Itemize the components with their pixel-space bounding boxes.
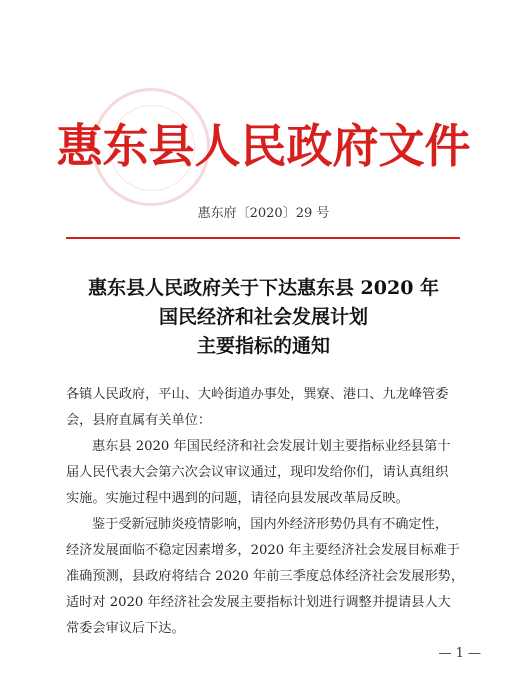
document-number: 惠东府〔2020〕29 号 — [197, 206, 330, 221]
header-red-rule — [66, 237, 460, 239]
body-line: 各镇人民政府，平山、大岭街道办事处，巽寮、港口、九龙峰管委 — [66, 387, 449, 402]
body-line: 常委会审议后下达。 — [66, 621, 185, 636]
body-line: 会，县府直属有关单位： — [66, 413, 212, 428]
body-line: 鉴于受新冠肺炎疫情影响，国内外经济形势仍具有不确定性， — [92, 517, 449, 532]
notice-title — [0, 274, 527, 361]
body-line: 适时对 2020 年经济社会发展主要指标计划进行调整并提请县人大 — [66, 595, 451, 610]
document-header-title: 惠东县人民政府文件 — [56, 119, 471, 173]
body-line: 实施。实施过程中遇到的问题，请径向县发展改革局反映。 — [66, 491, 409, 506]
page-number: — 1 — — [438, 646, 481, 661]
body-line: 准确预测，县政府将结合 2020 年前三季度总体经济社会发展形势， — [66, 569, 465, 584]
body-line: 届人民代表大会第六次会议审议通过，现印发给你们，请认真组织 — [66, 465, 449, 480]
body-line: 惠东县 2020 年国民经济和社会发展计划主要指标业经县第十 — [92, 439, 451, 454]
notice-title-line-2: 国民经济和社会发展计划 — [158, 306, 368, 328]
notice-title-line-3: 主要指标的通知 — [196, 335, 330, 357]
notice-body — [66, 382, 496, 642]
body-line: 经济发展面临不稳定因素增多，2020 年主要经济社会发展目标难于 — [66, 543, 460, 558]
notice-title-line-1: 惠东县人民政府关于下达惠东县 2020 年 — [87, 277, 440, 299]
